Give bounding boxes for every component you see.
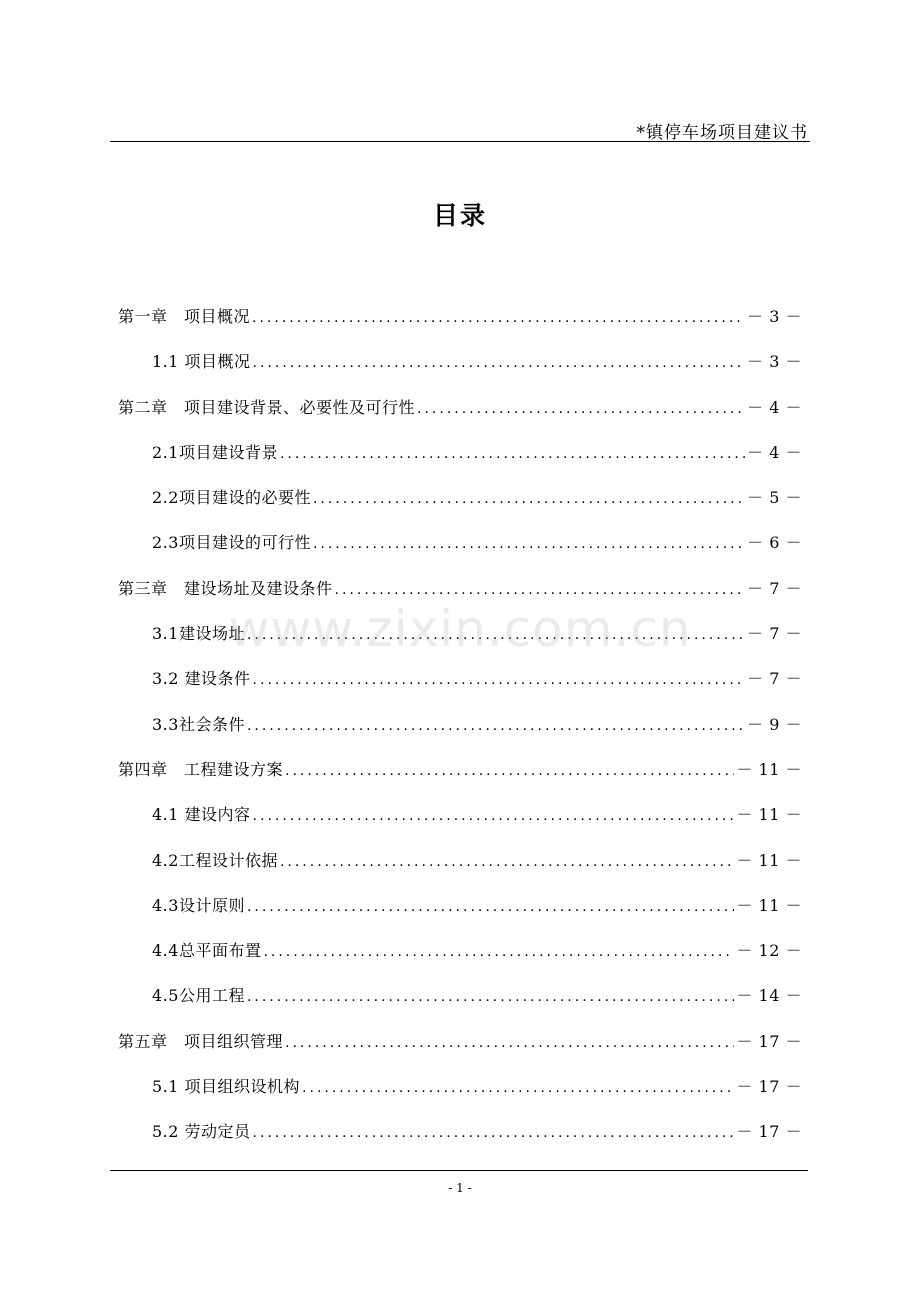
toc-entry-label: 1.1 项目概况 bbox=[152, 352, 251, 372]
toc-entry-page: － 7 － bbox=[747, 624, 802, 644]
toc-entry-page: － 11 － bbox=[736, 850, 802, 870]
toc-entry-section-3-1[interactable] bbox=[118, 621, 802, 666]
toc-entry-label: 第一章 项目概况 bbox=[118, 307, 251, 326]
header-divider bbox=[110, 141, 810, 142]
toc-dot-leader bbox=[253, 808, 735, 824]
toc-dot-leader bbox=[302, 1080, 734, 1096]
toc-entry-label: 3.2 建设条件 bbox=[152, 669, 251, 689]
toc-entry-label: 5.1 项目组织设机构 bbox=[152, 1077, 301, 1097]
toc-entry-section-2-3[interactable] bbox=[118, 530, 802, 575]
toc-dot-leader bbox=[285, 763, 734, 779]
toc-entry-section-4-3[interactable] bbox=[118, 893, 802, 938]
toc-dot-leader bbox=[247, 989, 735, 1005]
toc-entry-section-4-4[interactable] bbox=[118, 938, 802, 983]
toc-entry-chapter-3[interactable] bbox=[118, 576, 802, 621]
toc-dot-leader bbox=[285, 1035, 734, 1051]
toc-entry-label: 3.1建设场址 bbox=[152, 624, 245, 644]
toc-entry-section-2-1[interactable] bbox=[118, 440, 802, 485]
toc-entry-label: 4.2工程设计依据 bbox=[152, 850, 278, 870]
toc-entry-page: － 3 － bbox=[747, 352, 802, 372]
toc-entry-section-5-2[interactable] bbox=[118, 1119, 802, 1164]
toc-dot-leader bbox=[280, 854, 735, 870]
watermark: www.zixin.com.cn bbox=[228, 600, 692, 658]
toc-dot-leader bbox=[313, 536, 745, 552]
toc-dot-leader bbox=[335, 582, 746, 598]
toc-entry-page: － 4 － bbox=[747, 397, 802, 417]
toc-entry-label: 5.2 劳动定员 bbox=[152, 1122, 251, 1142]
toc-entry-page: － 12 － bbox=[736, 941, 802, 961]
toc-entry-section-3-3[interactable] bbox=[118, 712, 802, 757]
toc-entry-page: － 11 － bbox=[736, 759, 802, 779]
toc-dot-leader bbox=[253, 1125, 735, 1141]
toc-entry-page: － 3 － bbox=[747, 307, 802, 326]
toc-entry-label: 4.4总平面布置 bbox=[152, 941, 262, 961]
footer-divider bbox=[110, 1170, 808, 1171]
toc-entry-label: 4.1 建设内容 bbox=[152, 805, 251, 825]
toc-dot-leader bbox=[253, 355, 746, 371]
toc-entry-page: － 17 － bbox=[736, 1031, 802, 1051]
toc-entry-chapter-1[interactable] bbox=[118, 304, 802, 349]
toc-entry-page: － 11 － bbox=[736, 895, 802, 915]
toc-entry-section-5-1[interactable] bbox=[118, 1074, 802, 1119]
toc-entry-page: － 17 － bbox=[736, 1122, 802, 1142]
toc-entry-chapter-4[interactable] bbox=[118, 757, 802, 802]
toc-entry-page: － 9 － bbox=[747, 714, 802, 734]
toc-heading: 目录 bbox=[432, 201, 487, 230]
toc-entry-page: － 4 － bbox=[747, 442, 802, 462]
toc-entry-section-4-2[interactable] bbox=[118, 848, 802, 893]
toc-entry-page: － 14 － bbox=[736, 986, 802, 1006]
toc-dot-leader bbox=[247, 899, 735, 915]
toc-entry-section-3-2[interactable] bbox=[118, 666, 802, 711]
toc-entry-page: － 7 － bbox=[747, 669, 802, 689]
toc-entry-section-4-5[interactable] bbox=[118, 983, 802, 1028]
toc-dot-leader bbox=[280, 446, 745, 462]
toc-entry-label: 第四章 工程建设方案 bbox=[118, 759, 284, 779]
toc-entry-label: 2.1项目建设背景 bbox=[152, 442, 278, 462]
toc-entry-label: 第三章 建设场址及建设条件 bbox=[118, 578, 333, 598]
toc-dot-leader bbox=[417, 401, 745, 417]
toc-entry-label: 4.3设计原则 bbox=[152, 895, 245, 915]
toc-entry-label: 第二章 项目建设背景、必要性及可行性 bbox=[118, 397, 416, 417]
toc-entry-chapter-2[interactable] bbox=[118, 395, 802, 440]
toc-dot-leader bbox=[263, 944, 734, 960]
toc-entry-page: － 6 － bbox=[747, 533, 802, 553]
document-header-title: *镇停车场项目建议书 bbox=[636, 123, 808, 143]
toc-entry-label: 2.3项目建设的可行性 bbox=[152, 533, 311, 553]
toc-entry-label: 4.5公用工程 bbox=[152, 986, 245, 1006]
toc-entry-label: 3.3社会条件 bbox=[152, 714, 245, 734]
toc-entry-page: － 11 － bbox=[736, 805, 802, 825]
toc-entry-label: 第五章 项目组织管理 bbox=[118, 1031, 284, 1051]
toc-entry-page: － 5 － bbox=[747, 488, 802, 508]
toc-entry-label: 2.2项目建设的必要性 bbox=[152, 488, 311, 508]
toc-dot-leader bbox=[247, 718, 745, 734]
toc-dot-leader bbox=[313, 491, 745, 507]
toc-entry-page: － 17 － bbox=[736, 1077, 802, 1097]
toc-entry-chapter-5[interactable] bbox=[118, 1029, 802, 1074]
toc-entry-section-2-2[interactable] bbox=[118, 485, 802, 530]
toc-dot-leader bbox=[253, 672, 746, 688]
page-number: - 1 - bbox=[448, 1181, 472, 1195]
toc-entry-section-1-1[interactable] bbox=[118, 349, 802, 394]
toc-dot-leader bbox=[252, 310, 745, 326]
toc-entry-page: － 7 － bbox=[747, 578, 802, 598]
toc-dot-leader bbox=[247, 627, 745, 643]
table-of-contents bbox=[118, 304, 802, 1165]
toc-entry-section-4-1[interactable] bbox=[118, 802, 802, 847]
